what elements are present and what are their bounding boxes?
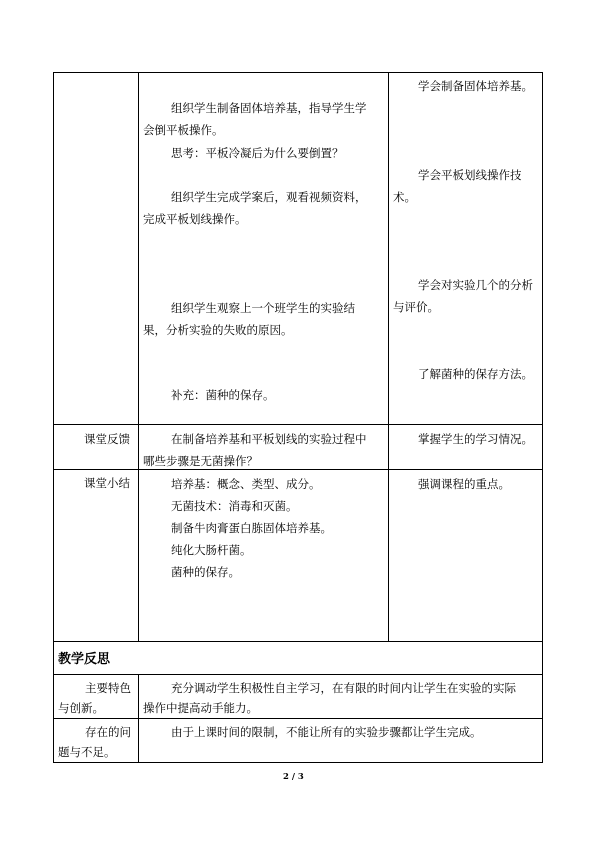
page-number: 2 / 3 [283, 772, 304, 782]
table-border [53, 674, 543, 675]
activity-line: 无菌技术：消毒和灭菌。 [171, 499, 298, 513]
activity-line: 会倒平板操作。 [143, 123, 224, 137]
activity-line: 在制备培养基和平板划线的实验过程中 [171, 432, 367, 446]
activity-line: 完成平板划线操作。 [143, 212, 247, 226]
activity-line: 组织学生制备固体培养基，指导学生学 [171, 101, 367, 115]
activity-line: 菌种的保存。 [171, 565, 240, 579]
table-border [53, 641, 54, 763]
row-label: 主要特色 [85, 681, 131, 695]
intent-line: 术。 [393, 190, 416, 204]
activity-line: 纯化大肠杆菌。 [171, 543, 252, 557]
row-label: 与创新。 [58, 701, 104, 715]
row-label: 课堂反馈 [84, 432, 130, 446]
intent-line: 学会制备固体培养基。 [418, 79, 533, 93]
row-label: 题与不足。 [58, 745, 116, 759]
intent-line: 学会对实验几个的分析 [418, 278, 533, 292]
intent-line: 学会平板划线操作技 [418, 168, 522, 182]
intent-line: 与评价。 [393, 300, 439, 314]
table-border [138, 72, 139, 642]
table-border [138, 674, 139, 763]
activity-line: 思考：平板冷凝后为什么要倒置？ [171, 146, 344, 160]
activity-line: 培养基：概念、类型、成分。 [171, 477, 321, 491]
activity-line: 组织学生观察上一个班学生的实验结 [171, 301, 355, 315]
reflection-line: 操作中提高动手能力。 [143, 701, 258, 715]
reflection-line: 充分调动学生积极性自主学习，在有限的时间内让学生在实验的实际 [171, 681, 516, 695]
activity-line: 果，分析实验的失败的原因。 [143, 323, 293, 337]
activity-line: 哪些步骤是无菌操作？ [143, 454, 258, 468]
table-border [542, 641, 543, 763]
row-label: 存在的问 [85, 725, 131, 739]
activity-line: 补充：菌种的保存。 [171, 388, 275, 402]
table-border [53, 641, 543, 642]
table-border [542, 72, 543, 642]
table-border [53, 718, 543, 719]
table-border [53, 424, 543, 425]
row-label: 课堂小结 [84, 476, 130, 490]
activity-line: 组织学生完成学案后，观看视频资料， [171, 190, 367, 204]
table-border [53, 469, 543, 470]
section-heading: 教学反思 [58, 652, 111, 667]
table-border [53, 762, 543, 763]
intent-line: 了解菌种的保存方法。 [418, 367, 533, 381]
table-border [53, 72, 543, 73]
intent-line: 强调课程的重点。 [418, 477, 510, 491]
reflection-line: 由于上课时间的限制，不能让所有的实验步骤都让学生完成。 [171, 725, 482, 739]
table-border [388, 72, 389, 642]
table-border [53, 72, 54, 642]
activity-line: 制备牛肉膏蛋白胨固体培养基。 [171, 521, 332, 535]
intent-line: 掌握学生的学习情况。 [418, 432, 533, 446]
